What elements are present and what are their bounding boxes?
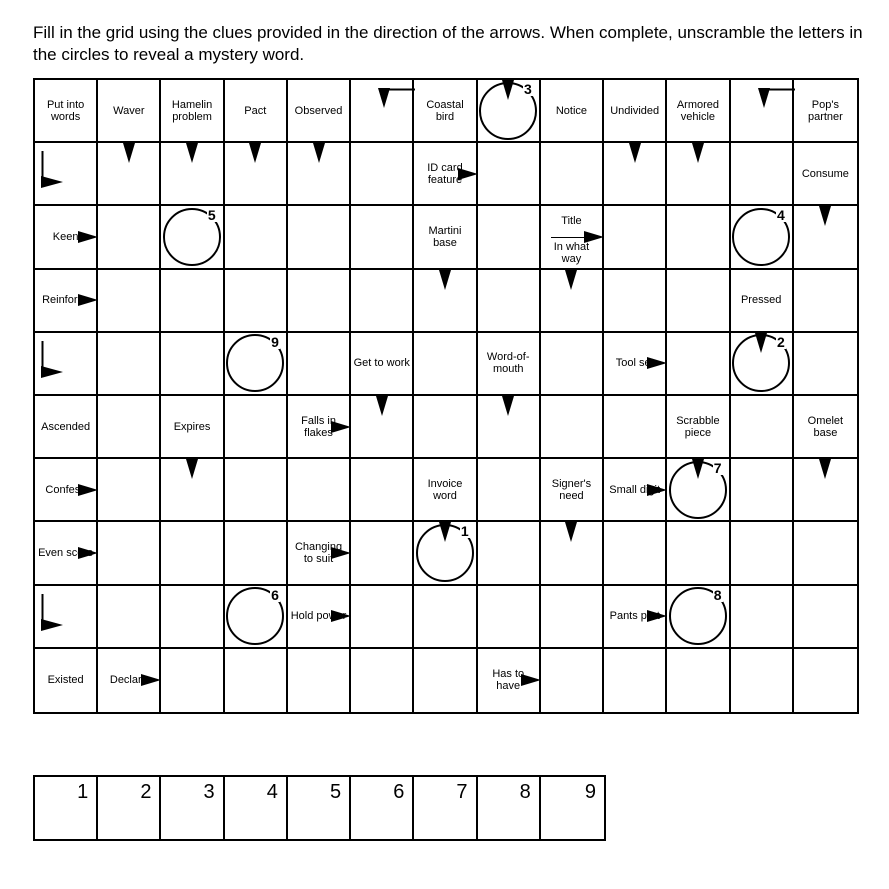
- grid-cell[interactable]: [478, 396, 541, 459]
- circle-number: 2: [776, 333, 785, 350]
- arrow-down-icon: [186, 459, 198, 479]
- clue-text: Ascended: [41, 420, 91, 433]
- clue-text: Omelet base: [807, 414, 844, 439]
- grid-cell[interactable]: [478, 206, 541, 269]
- grid-cell[interactable]: [161, 649, 224, 712]
- mystery-word-boxes: [33, 775, 606, 841]
- clue-text: Even score: [38, 546, 94, 559]
- grid-cell[interactable]: [225, 522, 288, 585]
- circle-number: 3: [524, 81, 532, 97]
- grid-cell[interactable]: [541, 143, 604, 206]
- arrow-down-icon: [692, 459, 704, 479]
- clue-text: ID card feature: [427, 161, 463, 186]
- grid-cell[interactable]: [351, 80, 414, 143]
- grid-cell[interactable]: [161, 459, 224, 522]
- clue-cell: [35, 522, 98, 585]
- arrow-right-icon: [78, 231, 98, 243]
- grid-cell[interactable]: [288, 206, 351, 269]
- clue-text: Undivided: [610, 104, 660, 117]
- answer-box[interactable]: [541, 777, 604, 839]
- grid-cell[interactable]: [541, 586, 604, 649]
- arrow-right-icon: [78, 547, 98, 559]
- arrow-down-icon: [439, 270, 451, 290]
- clue-cell: [604, 80, 667, 143]
- clue-cell: [478, 649, 541, 712]
- corner-arrow-right-icon: [41, 151, 71, 191]
- grid-cell[interactable]: [604, 396, 667, 459]
- clue-cell: [161, 396, 224, 459]
- grid-cell[interactable]: [98, 333, 161, 396]
- clue-cell: [604, 586, 667, 649]
- clue-cell: [35, 270, 98, 333]
- answer-box-number: 7: [456, 781, 468, 803]
- circle-number: 5: [207, 207, 216, 224]
- grid-cell[interactable]: [794, 522, 857, 585]
- clue-text: Keen: [52, 230, 79, 243]
- clue-text: Observed: [294, 104, 343, 117]
- grid-cell[interactable]: [351, 396, 414, 459]
- clue-cell: [414, 206, 477, 269]
- grid-cell[interactable]: [98, 459, 161, 522]
- clue-cell: [541, 206, 604, 269]
- arrow-right-icon: [458, 168, 478, 180]
- grid-cell[interactable]: [35, 333, 98, 396]
- clue-cell: [541, 80, 604, 143]
- clue-text: Tool set: [615, 357, 654, 370]
- grid-cell[interactable]: [541, 270, 604, 333]
- grid-cell[interactable]: [35, 143, 98, 206]
- grid-cell[interactable]: [731, 80, 794, 143]
- clue-text: Falls in flakes: [301, 414, 336, 439]
- grid-cell[interactable]: [288, 270, 351, 333]
- grid-cell[interactable]: [667, 206, 730, 269]
- clue-text: Signer's need: [551, 477, 592, 502]
- answer-box-number: 8: [519, 781, 531, 803]
- answer-box-number: 4: [266, 781, 278, 803]
- grid-cell[interactable]: [731, 396, 794, 459]
- clue-text: Reinforce: [42, 294, 90, 307]
- arrow-down-icon: [819, 459, 831, 479]
- grid-cell[interactable]: [794, 459, 857, 522]
- arrow-down-icon: [819, 206, 831, 226]
- clue-cell: [541, 459, 604, 522]
- grid-cell[interactable]: [414, 333, 477, 396]
- grid-cell[interactable]: [731, 586, 794, 649]
- clue-text: Hold power: [290, 610, 347, 623]
- grid-cell[interactable]: [225, 143, 288, 206]
- arrow-right-icon: [331, 547, 351, 559]
- clue-text: Waver: [113, 104, 145, 117]
- answer-box[interactable]: [288, 777, 351, 839]
- grid-cell[interactable]: [794, 649, 857, 712]
- grid-cell[interactable]: [604, 649, 667, 712]
- grid-cell[interactable]: [794, 586, 857, 649]
- clue-text: Existed: [47, 674, 84, 687]
- clue-cell: [225, 80, 288, 143]
- clue-text: Word-of-mouth: [486, 351, 530, 376]
- grid-cell[interactable]: [288, 649, 351, 712]
- answer-box-number: 2: [140, 781, 152, 803]
- grid-cell[interactable]: [351, 586, 414, 649]
- clue-text: Martini base: [428, 224, 462, 249]
- clue-text: Coastal bird: [426, 98, 464, 123]
- arrow-right-icon: [584, 231, 604, 243]
- arrow-down-icon: [502, 80, 514, 100]
- grid-cell[interactable]: [161, 270, 224, 333]
- clue-text: Notice: [555, 104, 588, 117]
- arrow-right-icon: [331, 610, 351, 622]
- clue-cell: [288, 522, 351, 585]
- clue-cell: [604, 459, 667, 522]
- clue-cell: [478, 333, 541, 396]
- clue-text: Get to work: [353, 357, 410, 370]
- clue-cell: [35, 206, 98, 269]
- grid-cell[interactable]: [225, 396, 288, 459]
- grid-cell[interactable]: [225, 459, 288, 522]
- arrow-down-icon: [629, 143, 641, 163]
- grid-cell[interactable]: [351, 206, 414, 269]
- answer-box-number: 5: [329, 781, 342, 803]
- arrow-down-icon: [439, 522, 451, 542]
- grid-cell[interactable]: [794, 270, 857, 333]
- grid-cell[interactable]: [478, 143, 541, 206]
- grid-cell[interactable]: [667, 459, 730, 522]
- clue-text: Pop's partner: [807, 98, 843, 123]
- clue-cell: [351, 333, 414, 396]
- clue-cell: [35, 80, 98, 143]
- grid-cell[interactable]: [225, 586, 288, 649]
- clue-cell: [288, 396, 351, 459]
- arrow-down-icon: [186, 143, 198, 163]
- clue-cell: [731, 270, 794, 333]
- clue-text: Changing to suit: [294, 540, 343, 565]
- grid-cell[interactable]: [731, 459, 794, 522]
- clue-cell: [414, 80, 477, 143]
- clue-cell: [35, 649, 98, 712]
- corner-arrow-down-icon: [378, 88, 416, 110]
- clue-text: Pressed: [740, 294, 782, 307]
- grid-cell[interactable]: [478, 80, 541, 143]
- answer-box[interactable]: [98, 777, 161, 839]
- grid-cell[interactable]: [225, 333, 288, 396]
- grid-cell[interactable]: [414, 586, 477, 649]
- clue-text: Pants part: [609, 610, 660, 623]
- grid-cell[interactable]: [351, 459, 414, 522]
- arrow-down-icon: [755, 333, 767, 353]
- grid-cell[interactable]: [731, 522, 794, 585]
- answer-box[interactable]: [161, 777, 224, 839]
- clue-cell: [35, 396, 98, 459]
- grid-cell[interactable]: [794, 333, 857, 396]
- corner-arrow-right-icon: [41, 594, 71, 634]
- clue-cell: [98, 80, 161, 143]
- clue-text: Armored vehicle: [676, 98, 719, 123]
- clue-text: Consume: [801, 167, 849, 180]
- grid-cell[interactable]: [541, 333, 604, 396]
- grid-cell[interactable]: [225, 649, 288, 712]
- answer-box-number: 6: [393, 781, 405, 803]
- circle-number: 6: [271, 586, 279, 603]
- grid-cell[interactable]: [225, 206, 288, 269]
- arrow-down-icon: [502, 396, 514, 416]
- clue-cell: [794, 80, 857, 143]
- clue-cell: [161, 80, 224, 143]
- clue-cell: [667, 80, 730, 143]
- grid-cell[interactable]: [478, 459, 541, 522]
- grid-cell[interactable]: [161, 333, 224, 396]
- grid-cell[interactable]: [98, 522, 161, 585]
- arrow-right-icon: [78, 484, 98, 496]
- arrow-down-icon: [376, 396, 388, 416]
- arrow-right-icon: [647, 357, 667, 369]
- arrow-right-icon: [521, 674, 541, 686]
- grid-cell[interactable]: [351, 143, 414, 206]
- grid-cell[interactable]: [288, 333, 351, 396]
- grid-cell[interactable]: [225, 270, 288, 333]
- grid-cell[interactable]: [161, 586, 224, 649]
- answer-box-number: 3: [203, 781, 215, 803]
- grid-cell[interactable]: [667, 522, 730, 585]
- arrow-down-icon: [565, 270, 577, 290]
- clue-text: Small digit: [609, 483, 661, 496]
- arrow-right-icon: [331, 421, 351, 433]
- grid-cell[interactable]: [604, 522, 667, 585]
- grid-cell[interactable]: [478, 270, 541, 333]
- clue-cell: [414, 459, 477, 522]
- arrow-down-icon: [565, 522, 577, 542]
- grid-cell[interactable]: [667, 333, 730, 396]
- corner-arrow-down-icon: [758, 88, 796, 110]
- clue-text: Hamelin problem: [171, 98, 213, 123]
- clue-cell: [288, 586, 351, 649]
- grid-cell[interactable]: [414, 396, 477, 459]
- clue-cell: [98, 649, 161, 712]
- grid-cell[interactable]: [604, 270, 667, 333]
- clue-text: Expires: [173, 420, 211, 433]
- grid-cell[interactable]: [414, 522, 477, 585]
- clue-text: Put into words: [46, 98, 85, 123]
- instructions-text: Fill in the grid using the clues provided in the direction of the arrows. When complete, unscramble the letters in the circles to reveal a mystery word.: [33, 23, 863, 64]
- grid-cell[interactable]: [731, 143, 794, 206]
- grid-cell[interactable]: [667, 270, 730, 333]
- grid-cell[interactable]: [541, 522, 604, 585]
- answer-box[interactable]: [35, 777, 98, 839]
- grid-cell[interactable]: [98, 143, 161, 206]
- answer-box-number: 9: [584, 781, 596, 803]
- arrow-down-icon: [123, 143, 135, 163]
- grid-cell[interactable]: [98, 396, 161, 459]
- clue-text: Declare: [109, 674, 148, 687]
- grid-cell[interactable]: [98, 206, 161, 269]
- grid-cell[interactable]: [604, 143, 667, 206]
- arrow-right-icon: [78, 294, 98, 306]
- clue-text: Has to have: [492, 668, 525, 693]
- grid-cell[interactable]: [161, 522, 224, 585]
- clue-text: Scrabble piece: [676, 414, 720, 439]
- grid-cell[interactable]: [731, 333, 794, 396]
- clue-cell: [414, 143, 477, 206]
- grid-cell[interactable]: [541, 396, 604, 459]
- grid-cell[interactable]: [161, 206, 224, 269]
- circle-number: 4: [776, 207, 785, 224]
- clue-cell: [288, 80, 351, 143]
- grid-cell[interactable]: [414, 649, 477, 712]
- grid-cell[interactable]: [478, 586, 541, 649]
- grid-cell[interactable]: [731, 649, 794, 712]
- clue-cell: [35, 459, 98, 522]
- arrow-right-icon: [647, 610, 667, 622]
- clue-cell: [794, 143, 857, 206]
- grid-cell[interactable]: [667, 143, 730, 206]
- answer-box[interactable]: [225, 777, 288, 839]
- grid-cell[interactable]: [288, 459, 351, 522]
- clue-text: Pact: [244, 104, 267, 117]
- answer-box[interactable]: [351, 777, 414, 839]
- clue-text: Confess: [45, 483, 86, 496]
- arrow-right-icon: [647, 484, 667, 496]
- grid-cell[interactable]: [667, 586, 730, 649]
- grid-cell[interactable]: [98, 270, 161, 333]
- clue-cell: [667, 396, 730, 459]
- grid-cell[interactable]: [35, 586, 98, 649]
- clue-text: In what way: [551, 237, 592, 268]
- grid-cell[interactable]: [414, 270, 477, 333]
- grid-cell[interactable]: [288, 143, 351, 206]
- grid-cell[interactable]: [478, 522, 541, 585]
- grid-cell[interactable]: [161, 143, 224, 206]
- circle-number: 7: [713, 460, 722, 477]
- answer-box[interactable]: [478, 777, 541, 839]
- clue-cell: [604, 333, 667, 396]
- grid-cell[interactable]: [351, 522, 414, 585]
- arrow-right-icon: [141, 674, 161, 686]
- crossword-grid: [33, 78, 859, 714]
- answer-box[interactable]: [414, 777, 477, 839]
- clue-text: Invoice word: [427, 477, 463, 502]
- clue-text: Title: [561, 215, 582, 228]
- circle-number: 1: [460, 523, 469, 540]
- circle-number: 8: [713, 586, 722, 603]
- arrow-down-icon: [249, 143, 261, 163]
- grid-cell[interactable]: [604, 206, 667, 269]
- answer-box-number: 1: [77, 781, 89, 803]
- clue-cell: [794, 396, 857, 459]
- arrow-down-icon: [692, 143, 704, 163]
- grid-cell[interactable]: [667, 649, 730, 712]
- grid-cell[interactable]: [351, 270, 414, 333]
- grid-cell[interactable]: [541, 649, 604, 712]
- grid-cell[interactable]: [794, 206, 857, 269]
- arrow-down-icon: [313, 143, 325, 163]
- grid-cell[interactable]: [731, 206, 794, 269]
- grid-cell[interactable]: [351, 649, 414, 712]
- circle-number: 9: [271, 333, 279, 350]
- corner-arrow-right-icon: [41, 341, 71, 381]
- grid-cell[interactable]: [98, 586, 161, 649]
